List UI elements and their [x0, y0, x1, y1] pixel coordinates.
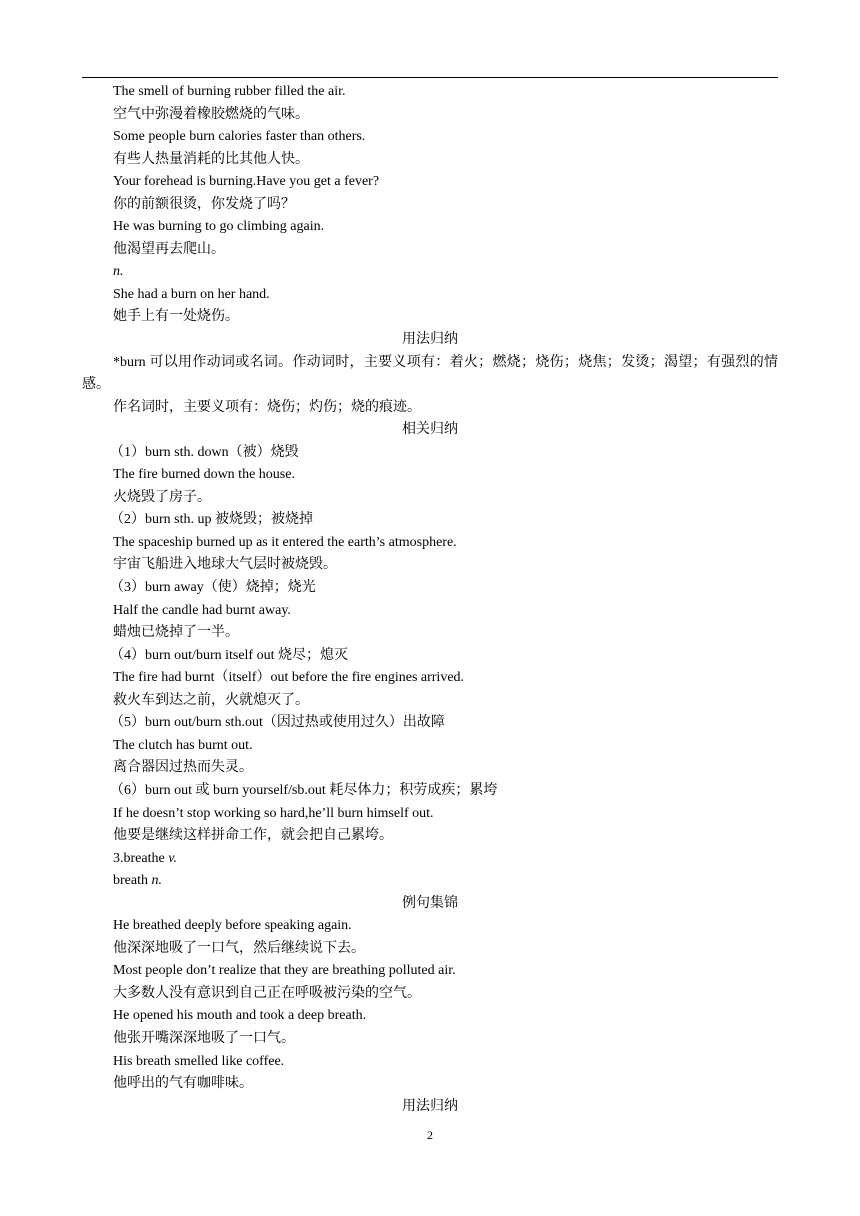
part-of-speech-label: n.	[113, 264, 124, 280]
text-line: 蜡烛已烧掉了一半。	[113, 625, 239, 641]
phrase-item: （1）burn sth. down（被）烧毁	[110, 444, 299, 460]
text-line: 他深深地吸了一口气，然后继续说下去。	[113, 940, 365, 956]
text-line: 宇宙飞船进入地球大气层时被烧毁。	[113, 557, 337, 573]
text-line: The fire burned down the house.	[113, 467, 295, 483]
phrase-item: （4）burn out/burn itself out 烧尽；熄灭	[110, 647, 348, 663]
text-line: 他渴望再去爬山。	[113, 241, 225, 257]
text-line: 空气中弥漫着橡胶燃烧的气味。	[113, 106, 309, 122]
text-line: He was burning to go climbing again.	[113, 219, 325, 235]
section-heading: 用法归纳	[402, 332, 458, 348]
text-line: 他要是继续这样拼命工作，就会把自己累垮。	[113, 828, 393, 844]
text-line: She had a burn on her hand.	[113, 286, 270, 302]
text-line: The spaceship burned up as it entered the earth’s atmosphere.	[113, 534, 457, 550]
text-line: 火烧毁了房子。	[113, 489, 211, 505]
part-of-speech-label: v.	[168, 850, 177, 866]
text-line: Your forehead is burning.Have you get a fever?	[113, 174, 380, 190]
page-number: 2	[427, 1128, 433, 1142]
text-line: 离合器因过热而失灵。	[113, 760, 253, 776]
text-line: His breath smelled like coffee.	[113, 1053, 285, 1069]
header-rule	[82, 77, 778, 78]
word-entry	[113, 870, 778, 893]
text-line: 有些人热量消耗的比其他人快。	[113, 151, 309, 167]
phrase-item: （2）burn sth. up 被烧毁；被烧掉	[110, 512, 313, 528]
text-line: The fire had burnt（itself）out before the fire engines arrived.	[113, 670, 465, 686]
word-text: 3.breathe	[113, 850, 169, 866]
text-line: 他张开嘴深深地吸了一口气。	[113, 1030, 295, 1046]
text-line: Most people don’t realize that they are breathing polluted air.	[113, 963, 456, 979]
paragraph: *burn 可以用作动词或名词。作动词时，主要义项有：着火；燃烧；烧伤；烧焦；发烫；渴望；有强烈的情感。	[82, 354, 778, 393]
text-line: 你的前额很烫，你发烧了吗？	[113, 196, 295, 212]
text-line: 救火车到达之前，火就熄灭了。	[113, 692, 309, 708]
text-line: He breathed deeply before speaking again.	[113, 918, 352, 934]
section-heading: 相关归纳	[402, 422, 458, 438]
text-line: He opened his mouth and took a deep breath.	[113, 1008, 367, 1024]
text-line: If he doesn’t stop working so hard,he’ll burn himself out.	[113, 805, 434, 821]
part-of-speech-label: n.	[151, 873, 162, 889]
text-line: 她手上有一处烧伤。	[113, 309, 239, 325]
word-entry	[113, 848, 778, 871]
text-line: 他呼出的气有咖啡味。	[113, 1076, 253, 1092]
phrase-item: （3）burn away（使）烧掉；烧光	[110, 580, 316, 596]
section-heading: 用法归纳	[402, 1098, 458, 1114]
document-body	[82, 81, 778, 1118]
text-line: 大多数人没有意识到自己正在呼吸被污染的空气。	[113, 985, 421, 1001]
section-heading: 例句集锦	[402, 895, 458, 911]
text-line: Some people burn calories faster than others.	[113, 129, 366, 145]
phrase-item: （5）burn out/burn sth.out（因过热或使用过久）出故障	[110, 715, 445, 731]
text-line: 作名词时，主要义项有：烧伤；灼伤；烧的痕迹。	[113, 399, 421, 415]
text-line: The smell of burning rubber filled the air.	[113, 84, 346, 99]
phrase-item: （6）burn out 或 burn yourself/sb.out 耗尽体力；积劳成疾；累垮	[110, 782, 498, 798]
word-text: breath	[113, 873, 152, 889]
text-line: Half the candle had burnt away.	[113, 602, 291, 618]
text-line: The clutch has burnt out.	[113, 737, 253, 753]
